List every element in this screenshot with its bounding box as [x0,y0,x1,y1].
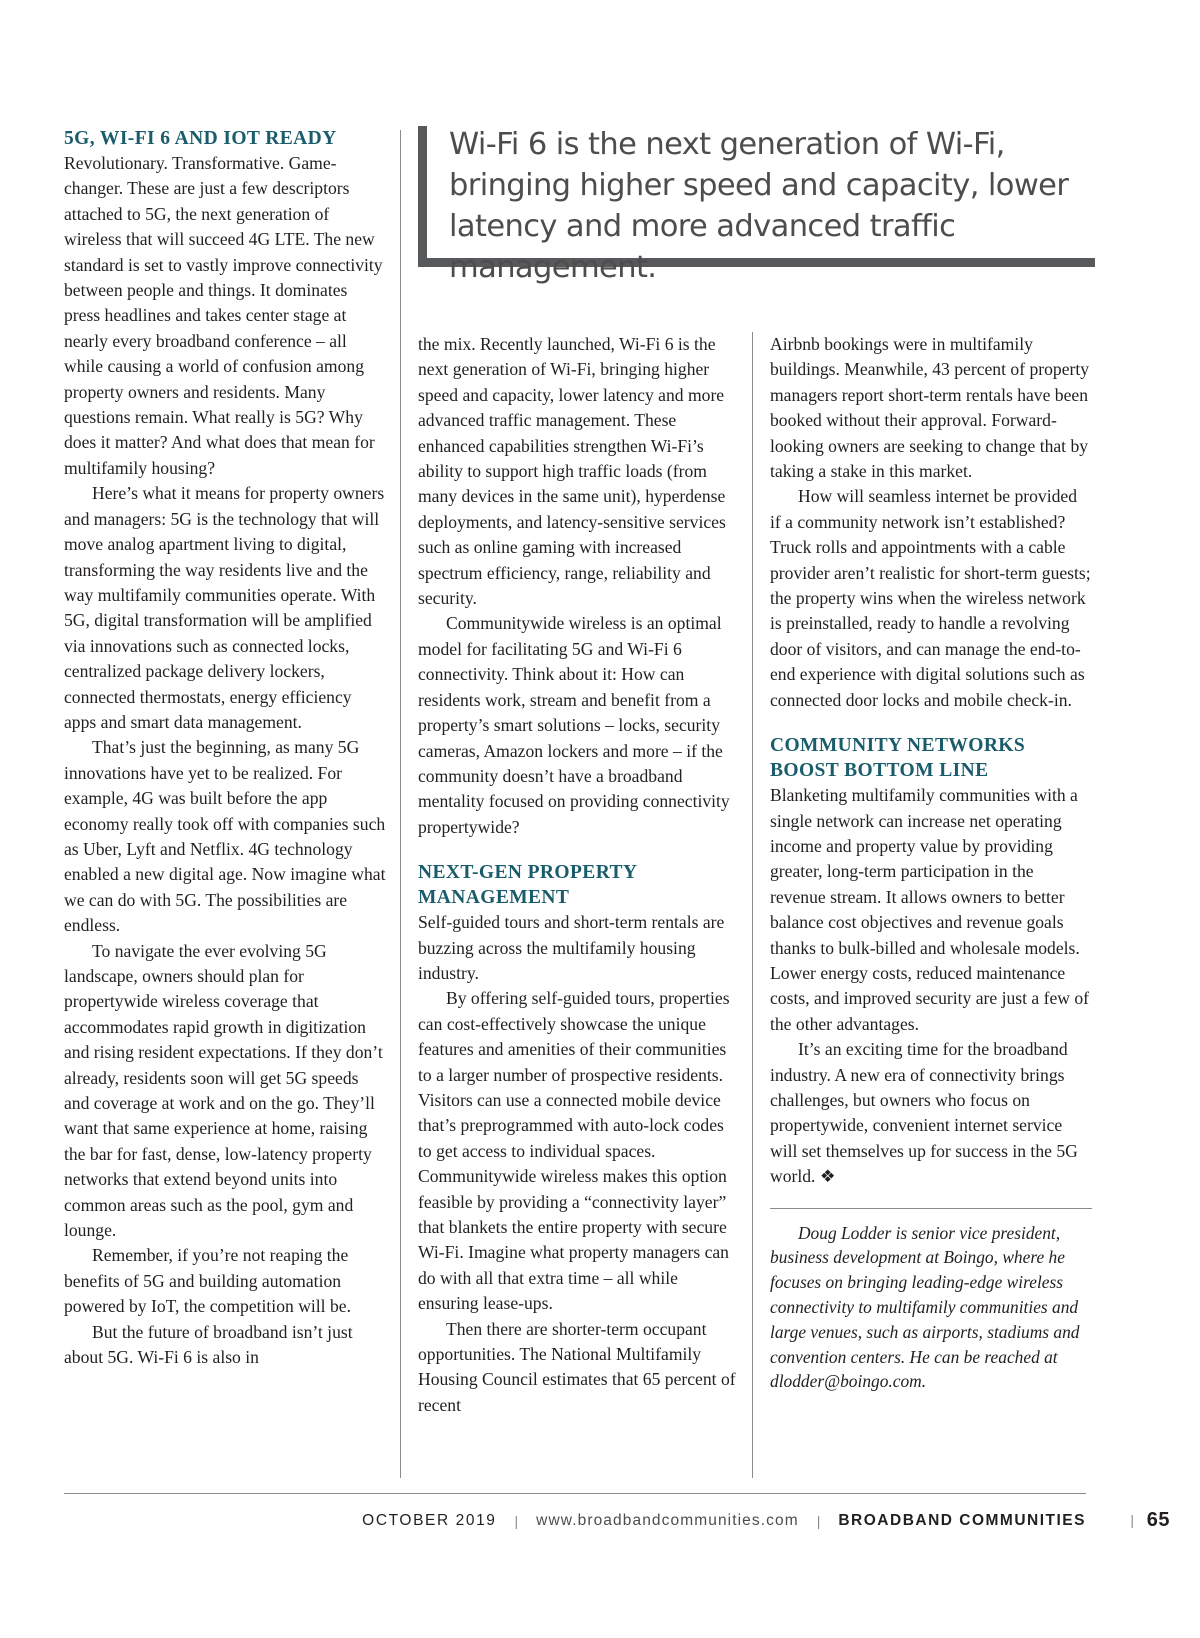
body-paragraph: Then there are shorter-term occupant opportunities. The National Multifamily Housing Council estimates that 65 percent of recent [418,1318,736,1415]
bio-divider [770,1208,1092,1209]
body-paragraph: Self-guided tours and short-term rentals are buzzing across the multifamily housing industry. [418,912,725,983]
body-paragraph-text: It’s an exciting time for the broadband industry. A new era of connectivity brings challenges, but owners who focus on propertywide, convenient internet service will set themselves up for success in the 5G world. [770,1039,1078,1187]
footer-separator: | [514,1513,519,1529]
pull-quote-text: Wi-Fi 6 is the next generation of Wi-Fi, bringing higher speed and capacity, lower latency and more advanced traffic management. [449,127,1069,285]
article-column-left [64,126,386,1371]
column-divider [752,332,753,1478]
body-paragraph: To navigate the ever evolving 5G landscape, owners should plan for propertywide wireless coverage that accommodates rapid growth in digitization and rising resident expectations. If they don’t already, residents soon will get 5G speeds and coverage at work and on the go. They’ll want that same experience at home, raising the bar for fast, dense, low-latency property networks that extend beyond units into common areas such as the pool, gym and lounge. [64,940,383,1241]
body-paragraph: That’s just the beginning, as many 5G innovations have yet to be realized. For example, 4G was built before the app economy really took off with companies such as Uber, Lyft and Netflix. 4G technology enabled a new digital age. Now imagine what we can do with 5G. The possibilities are endless. [64,737,386,936]
section-heading: NEXT-GEN PROPERTY MANAGEMENT [418,862,637,909]
body-paragraph [770,1037,1092,1189]
article-column-right [770,332,1092,1394]
page-number: 65 [1146,1509,1170,1531]
footer-separator: | [816,1513,821,1529]
body-paragraph: How will seamless internet be provided if a community network isn’t established? Truck rolls and appointments with a cable provider aren’t realistic for short-term guests; the property wins when the wireless network is preinstalled, ready to handle a revolving door of visitors, and can manage the end-to-end experience with digital solutions such as connected door locks and mobile check-in. [770,486,1091,710]
column-divider [400,130,401,1478]
website-link[interactable]: www.broadbandcommunities.com [536,1512,799,1529]
issue-date: OCTOBER 2019 [362,1512,497,1529]
body-paragraph: By offering self-guided tours, properties can cost-effectively showcase the unique features and amenities of their communities to a larger number of prospective residents. Visitors can use a connected mobile device that’s preprogrammed with auto-lock codes to get access to individual spaces. Communitywide wireless makes this option feasible by providing a “connectivity layer” that blankets the entire property with secure Wi-Fi. Imagine what property managers can do with all that extra time – all while ensuring lease-ups. [418,988,730,1314]
body-paragraph: the mix. Recently launched, Wi-Fi 6 is the next generation of Wi-Fi, bringing higher speed and capacity, lower latency and more advanced traffic management. These enhanced capabilities strengthen Wi-Fi’s ability to support high traffic loads (from many devices in the same unit), hyperdense deployments, and latency-sensitive services such as online gaming with increased spectrum efficiency, range, reliability and security. [418,334,726,609]
body-paragraph: Revolutionary. Transformative. Game-changer. These are just a few descriptors attached to 5G, the next generation of wireless that will succeed 4G LTE. The new standard is set to vastly improve connectivity between people and things. It dominates press headlines and takes center stage at nearly every broadband conference – all while causing a world of confusion among property owners and residents. Many questions remain. What really is 5G? Why does it matter? And what does that mean for multifamily housing? [64,153,383,478]
body-paragraph: Remember, if you’re not reaping the benefits of 5G and building automation powered by IoT, the competition will be. [64,1245,351,1317]
body-paragraph: Here’s what it means for property owners and managers: 5G is the technology that will move analog apartment living to digital, transforming the way residents live and the way multifamily communities operate. With 5G, digital transformation will be amplified via innovations such as connected locks, centralized package delivery lockers, connected thermostats, energy efficiency apps and smart data management. [64,483,385,732]
body-paragraph: But the future of broadband isn’t just about 5G. Wi-Fi 6 is also in [64,1321,353,1368]
body-paragraph: Communitywide wireless is an optimal model for facilitating 5G and Wi-Fi 6 connectivity. Think about it: How can residents work, stream and benefit from a property’s smart solutions – locks, security cameras, Amazon lockers and more – if the community doesn’t have a broadband mentality focused on providing connectivity propertywide? [418,613,730,837]
body-paragraph: Airbnb bookings were in multifamily buildings. Meanwhile, 43 percent of property managers report short-term rentals have been booked without their approval. Forward-looking owners are seeking to change that by taking a stake in this market. [770,334,1090,482]
article-column-middle [418,332,740,1418]
page-footer [362,1509,1170,1531]
section-heading: COMMUNITY NETWORKS BOOST BOTTOM LINE [770,735,1026,782]
pull-quote [418,126,1095,285]
publication-name: BROADBAND COMMUNITIES [838,1512,1086,1529]
body-paragraph: Blanketing multifamily communities with a single network can increase net operating income and property value by providing greater, long-term participation in the revenue stream. It allows owners to better balance cost objectives and revenue goals thanks to bulk-billed and wholesale models. Lower energy costs, reduced maintenance costs, and improved security are just a few of the other advantages. [770,785,1090,1034]
section-heading: 5G, WI-FI 6 AND IOT READY [64,128,337,149]
end-mark-icon: ❖ [819,1166,836,1187]
author-bio: Doug Lodder is senior vice president, business development at Boingo, where he focuses on bringing leading-edge wireless connectivity to multifamily communities and large venues, such as airports, stadiums and convention centers. He can be reached at dlodder@boingo.com. [770,1222,1080,1392]
footer-separator: | [1130,1512,1134,1528]
footer-divider [64,1493,1086,1494]
